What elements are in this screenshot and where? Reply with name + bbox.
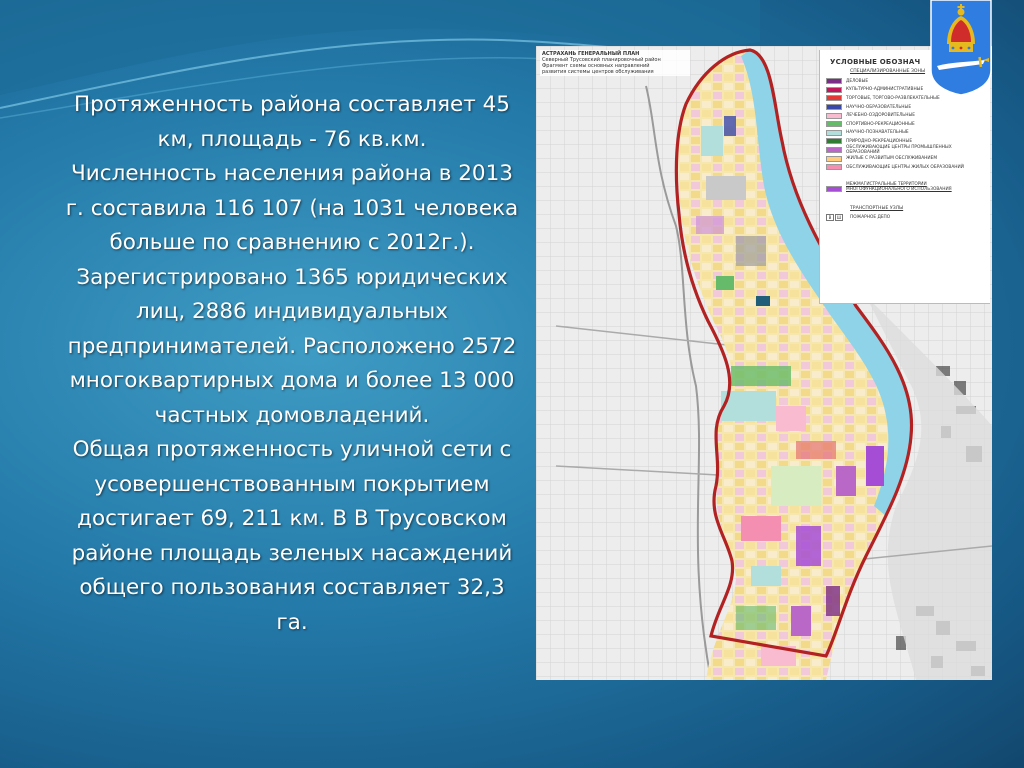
map-subtitle-1: Северный Трусовский планировочный район: [542, 57, 661, 63]
legend-label: НАУЧНО-ОБРАЗОВАТЕЛЬНЫЕ: [846, 104, 912, 110]
legend-row: [826, 103, 984, 112]
legend-label: ОБСЛУЖИВАЮЩИЕ ЦЕНТРЫ ПРОМЫШЛЕННЫХ ОБРАЗОВАНИЙ: [846, 145, 952, 156]
legend-swatch: [826, 147, 842, 153]
legend-swatch: [826, 113, 842, 119]
legend-label: ОБСЛУЖИВАЮЩИЕ ЦЕНТРЫ ЖИЛЫХ ОБРАЗОВАНИЙ: [846, 164, 964, 170]
legend-label: ЛЕЧЕБНО-ОЗДОРОВИТЕЛЬНЫЕ: [846, 113, 915, 119]
legend-swatch: [826, 130, 842, 136]
legend-label-intermagistral: МЕЖМАГИСТРАЛЬНЫЕ ТЕРРИТОРИИ МНОГОФУНКЦИОНАЛЬНОГО ИСПОЛЬЗОВАНИЯ: [846, 181, 952, 193]
astrakhan-coat-of-arms-icon: [929, 0, 993, 95]
legend-row: [826, 163, 984, 172]
legend-section-transport: ТРАНСПОРТНЫЕ УЗЛЫ: [850, 205, 904, 211]
legend-box-1: В: [826, 214, 834, 221]
legend-row: [826, 129, 984, 138]
legend-label-firestation: ПОЖАРНОЕ ДЕПО: [850, 214, 891, 220]
legend-label: НАУЧНО-ПОЗНАВАТЕЛЬНЫЕ: [846, 130, 909, 136]
legend-title: УСЛОВНЫЕ ОБОЗНАЧ: [830, 58, 921, 66]
district-map: [536, 46, 992, 680]
legend-row: [826, 94, 984, 103]
legend-label: ЖИЛЫЕ С РАЗВИТЫМ ОБСЛУЖИВАНИЕМ: [846, 156, 938, 162]
legend-label: СПОРТИВНО-РЕКРЕАЦИОННЫЕ: [846, 121, 915, 127]
legend-swatch: [826, 95, 842, 101]
map-subtitle-3: развития системы центров обслуживания: [542, 69, 654, 75]
map-title: АСТРАХАНЬ ГЕНЕРАЛЬНЫЙ ПЛАН: [542, 51, 640, 57]
paragraph-streets: Общая протяженность уличной сети с усовершенствованным покрытием достигает 69, 211 км. В В Трусовском районе площадь зеленых насаждений общего пользования составляет 32,3 га.: [71, 437, 513, 635]
legend-label: ПРИРОДНО-РЕКРЕАЦИОННЫЕ: [846, 138, 913, 144]
legend-row: [826, 146, 984, 155]
legend-box-2: Ш: [836, 214, 842, 220]
map-subtitle-2: Фрагмент схемы основных направлений: [542, 63, 650, 69]
slide-body-text: [20, 88, 520, 640]
legend-section-zones: СПЕЦИАЛИЗИРОВАННЫЕ ЗОНЫ: [850, 69, 926, 74]
legend-swatch: [826, 104, 842, 110]
legend-swatch: [826, 121, 842, 127]
legend-label: ДЕЛОВЫЕ: [846, 78, 869, 84]
legend-row: [826, 120, 984, 129]
legend-row-intermagistral: [826, 182, 984, 193]
legend-row-firestation: [826, 214, 984, 221]
legend-swatch: [826, 78, 842, 84]
legend-label: КУЛЬТУРНО-АДМИНИСТРАТИВНЫЕ: [846, 87, 924, 93]
paragraph-population: Численность населения района в 2013 г. составила 116 107 (на 1031 человека больше по сравнению с 2012г.).: [65, 161, 519, 255]
legend-swatch-intermagistral: [826, 186, 842, 192]
legend-swatch: [826, 87, 842, 93]
legend-swatch: [826, 164, 842, 170]
legend-swatch: [826, 138, 842, 144]
legend-label: ТОРГОВЫЕ, ТОРГОВО-РАЗВЛЕКАТЕЛЬНЫЕ: [846, 95, 940, 101]
legend-row: [826, 154, 984, 163]
legend-row: [826, 111, 984, 120]
map-title-block: [540, 50, 690, 76]
paragraph-registered: Зарегистрировано 1365 юридических лиц, 2886 индивидуальных предпринимателей. Расположено 2572 многоквартирных дома и более 13 000 частных домовладений.: [67, 264, 517, 428]
legend-swatch: [826, 156, 842, 162]
paragraph-area: Протяженность района составляет 45 км, площадь - 76 кв.км.: [74, 92, 510, 152]
